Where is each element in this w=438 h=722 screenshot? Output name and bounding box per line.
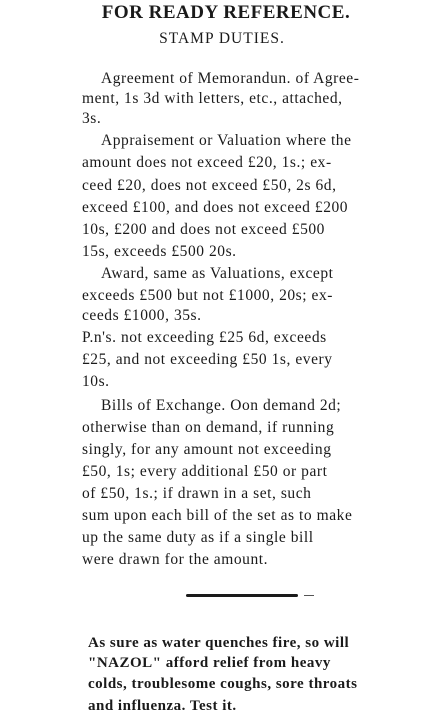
paragraph-line: 3s. xyxy=(82,110,102,127)
paragraph-line: Award, same as Valuations, except xyxy=(101,265,334,282)
paragraph-line: singly, for any amount not exceeding xyxy=(82,441,332,458)
paragraph-line: otherwise than on demand, if running xyxy=(82,419,335,436)
divider-tail xyxy=(304,595,314,596)
section-subtitle: STAMP DUTIES. xyxy=(159,30,285,47)
paragraph-line: 10s, £200 and does not exceed £500 xyxy=(82,221,325,238)
paragraph-line: up the same duty as if a single bill xyxy=(82,529,314,546)
paragraph-line: £25, and not exceeding £50 1s, every xyxy=(82,351,333,368)
paragraph-line: Appraisement or Valuation where the xyxy=(101,132,352,149)
paragraph-line: amount does not exceed £20, 1s.; ex- xyxy=(82,154,332,171)
paragraph-line: Agreement of Memorandun. of Agree- xyxy=(101,70,360,87)
paragraph-line: ment, 1s 3d with letters, etc., attached, xyxy=(82,90,343,107)
divider-bar xyxy=(186,594,298,597)
paragraph-line: ceed £20, does not exceed £50, 2s 6d, xyxy=(82,177,337,194)
paragraph-line: 15s, exceeds £500 20s. xyxy=(82,243,237,260)
advertisement-line: colds, troublesome coughs, sore throats xyxy=(88,676,358,692)
paragraph-line: Bills of Exchange. Oon demand 2d; xyxy=(101,397,342,414)
paragraph-line: exceeds £500 but not £1000, 20s; ex- xyxy=(82,287,333,304)
advertisement-line: "NAZOL" afford relief from heavy xyxy=(88,655,331,671)
paragraph-line: 10s. xyxy=(82,373,110,390)
section-divider xyxy=(186,593,312,599)
page-title: FOR READY REFERENCE. xyxy=(101,2,351,23)
paragraph-line: exceed £100, and does not exceed £200 xyxy=(82,199,349,216)
paragraph-line: £50, 1s; every additional £50 or part xyxy=(82,463,328,480)
paragraph-line: ceeds £1000, 35s. xyxy=(82,307,202,324)
advertisement-line: As sure as water quenches fire, so will xyxy=(88,635,350,651)
advertisement-line: and influenza. Test it. xyxy=(88,698,237,714)
paragraph-line: of £50, 1s.; if drawn in a set, such xyxy=(82,485,312,502)
paragraph-line: were drawn for the amount. xyxy=(82,551,269,568)
paragraph-line: P.n's. not exceeding £25 6d, exceeds xyxy=(82,329,327,346)
paragraph-line: sum upon each bill of the set as to make xyxy=(82,507,353,524)
